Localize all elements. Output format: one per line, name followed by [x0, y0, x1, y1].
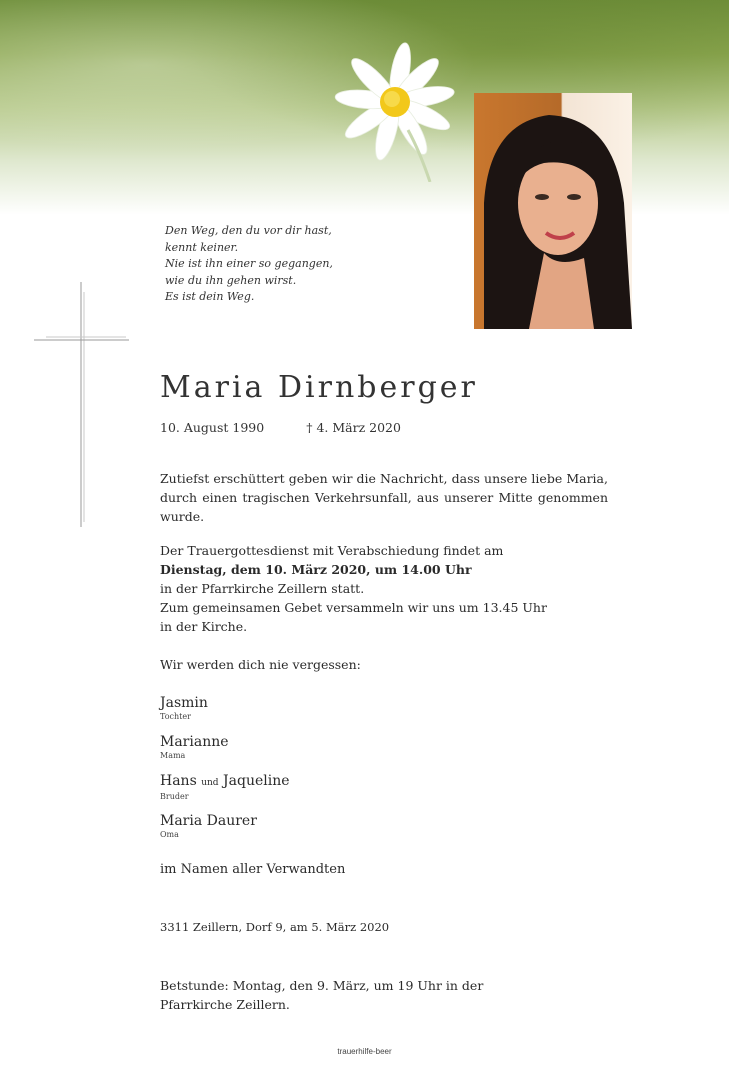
mourner-name: Marianne: [160, 734, 229, 750]
birth-date: 10. August 1990: [160, 420, 265, 435]
verse-line: Es ist dein Weg.: [165, 290, 255, 303]
verse-line: wie du ihn gehen wirst.: [165, 273, 297, 287]
portrait-photo: [474, 93, 632, 329]
service-line: in der Pfarrkirche Zeillern statt.: [160, 581, 365, 596]
mourner-relation: Oma: [160, 830, 179, 839]
mourner-entry: [160, 694, 208, 722]
verse: [165, 223, 333, 306]
mourner-relation: Tochter: [160, 712, 191, 721]
mourner-name: Jasmin: [160, 695, 208, 711]
prayer-hour-info: [160, 976, 483, 1014]
prayer-line: Pfarrkirche Zeillern.: [160, 997, 290, 1012]
mourner-joiner: und: [201, 778, 219, 788]
service-line: Der Trauergottesdienst mit Verabschiedung findet am: [160, 543, 504, 558]
daisy-flower-image: [330, 42, 460, 182]
cross-icon: [34, 282, 129, 527]
deceased-name: Maria Dirnberger: [160, 370, 478, 405]
verse-line: Nie ist ihn einer so gegangen,: [165, 257, 333, 270]
prayer-line: Betstunde: Montag, den 9. März, um 19 Uhr in der: [160, 978, 484, 993]
closing-text: im Namen aller Verwandten: [160, 862, 346, 877]
mourner-names: [160, 772, 290, 792]
mourner-relation: Bruder: [160, 792, 189, 801]
verse-line: kennt keiner.: [165, 240, 239, 254]
place-date: 3311 Zeillern, Dorf 9, am 5. März 2020: [160, 920, 390, 934]
remember-text: Wir werden dich nie vergessen:: [160, 657, 361, 672]
mourner-entry: [160, 733, 229, 761]
service-line: Zum gemeinsamen Gebet versammeln wir uns um 13.45 Uhr: [160, 600, 547, 615]
mourner-entry: [160, 772, 290, 802]
death-date: † 4. März 2020: [306, 420, 401, 435]
mourner-relation: Mama: [160, 751, 186, 760]
verse-line: Den Weg, den du vor dir hast,: [165, 224, 332, 237]
funeral-service-info: [160, 541, 620, 636]
footer-credit: trauerhilfe-beer: [337, 1047, 392, 1056]
service-line: in der Kirche.: [160, 619, 248, 634]
mourner-name: Hans: [160, 773, 197, 789]
announcement-text: Zutiefst erschüttert geben wir die Nachricht, dass unsere liebe Maria, durch einen tragischen Verkehrsunfall, aus unserer Mitte genommen wurde.: [160, 471, 608, 524]
mourner-entry: [160, 812, 257, 840]
life-dates: [160, 420, 401, 435]
mourner-name: Jaqueline: [223, 773, 290, 789]
service-date: Dienstag, dem 10. März 2020, um 14.00 Uhr: [160, 562, 472, 577]
mourner-name: Maria Daurer: [160, 813, 257, 829]
